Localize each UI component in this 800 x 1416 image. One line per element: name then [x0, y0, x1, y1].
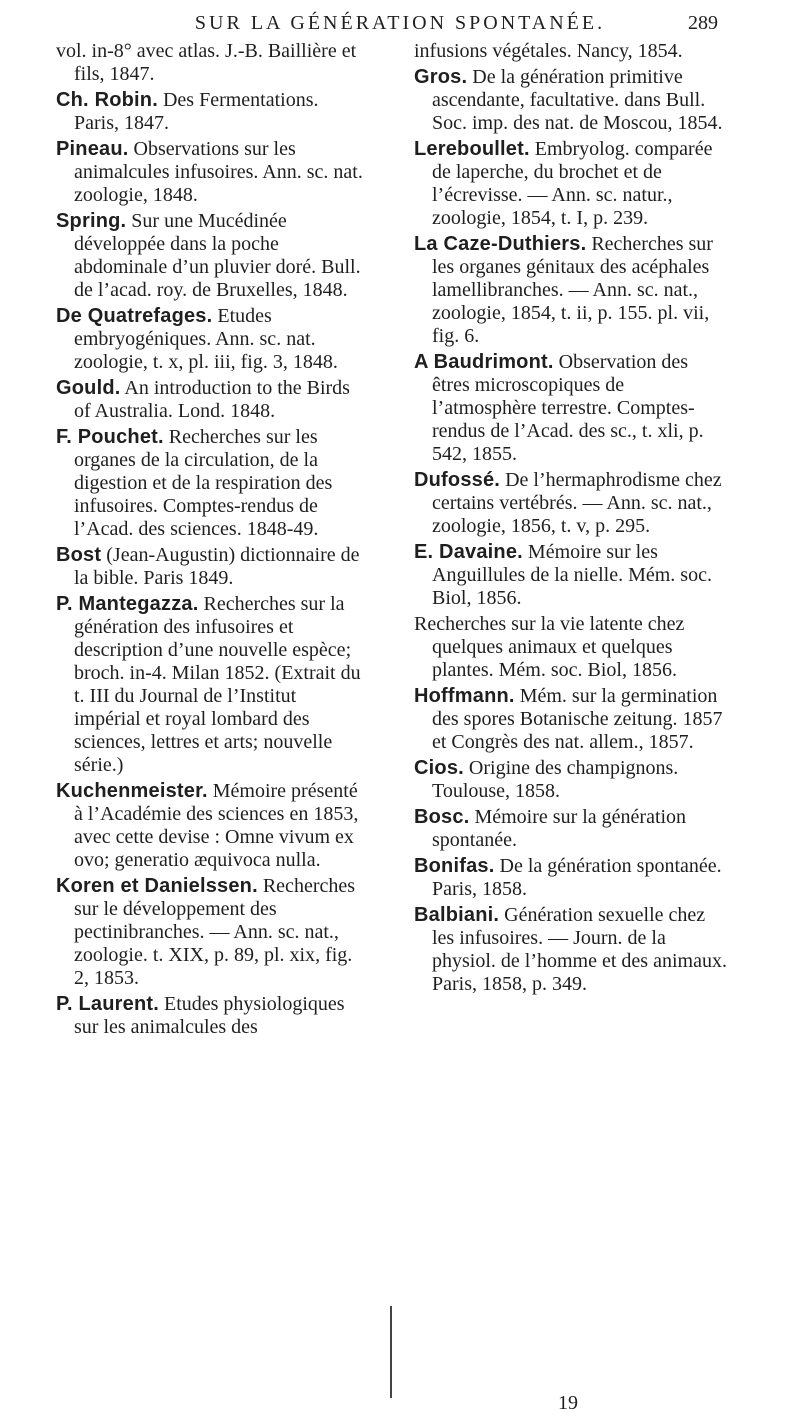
entry-text: Observations sur les animalcules infusoires. Ann. sc. nat. zoologie, 1848.	[74, 138, 363, 206]
bibliography-entry	[414, 685, 730, 754]
entry-author: F. Pouchet.	[56, 426, 164, 448]
bibliography-entry	[56, 593, 366, 777]
entry-text: Mém. sur la germination des spores Botanische zeitung. 1857 et Congrès des nat. allem., 1857.	[432, 685, 723, 753]
bibliography-entry	[414, 138, 730, 230]
entry-text: infusions végétales. Nancy, 1854.	[414, 40, 683, 62]
bibliography-entry	[56, 993, 366, 1039]
bibliography-entry	[414, 613, 730, 682]
entry-author: Pineau.	[56, 138, 129, 160]
entry-text: Embryolog. comparée de laperche, du brochet et de l’écrevisse. — Ann. sc. natur., zoologie, 1854, t. I, p. 239.	[432, 138, 713, 229]
bibliography-entry	[414, 904, 730, 996]
entry-author: E. Davaine.	[414, 541, 523, 563]
left-column	[56, 40, 366, 1042]
entry-author: Bost	[56, 544, 102, 566]
margin-rule	[390, 1306, 392, 1398]
bibliography-entry	[414, 469, 730, 538]
bibliography-entry	[414, 806, 730, 852]
bibliography-entry	[414, 351, 730, 466]
signature-mark: 19	[558, 1392, 578, 1414]
entry-author: Hoffmann.	[414, 685, 515, 707]
entry-author: De Quatrefages.	[56, 305, 213, 327]
entry-author: Gros.	[414, 66, 468, 88]
bibliography-entry	[56, 89, 366, 135]
entry-text: De la génération primitive ascendante, facultative. dans Bull. Soc. imp. des nat. de Moscou, 1854.	[432, 66, 723, 134]
entry-text: (Jean-Augustin) dictionnaire de la bible. Paris 1849.	[74, 544, 360, 589]
entry-text: Recherches sur les organes de la circulation, de la digestion et de la respiration des infusoires. Comptes-rendus de l’Acad. des sciences. 1848-49.	[74, 426, 333, 540]
entry-text: De l’hermaphrodisme chez certains vertébrés. — Ann. sc. nat., zoologie, 1856, t. v, p. 295.	[432, 469, 722, 537]
entry-text: Recherches sur les organes génitaux des acéphales lamellibranches. — Ann. sc. nat., zoologie, 1854, t. ii, p. 155. pl. vii, fig. 6.	[432, 233, 713, 347]
entry-text: Observation des êtres microscopiques de l’atmosphère terrestre. Comptes-rendus de l’Acad. des sc., t. xli, p. 542, 1855.	[432, 351, 704, 465]
bibliography-entry	[56, 138, 366, 207]
bibliography-entry	[414, 40, 730, 63]
entry-text: Sur une Mucédinée développée dans la poche abdominale d’un pluvier doré. Bull. de l’acad. roy. de Bruxelles, 1848.	[74, 210, 361, 301]
entry-text: Mémoire présenté à l’Académie des sciences en 1853, avec cette devise : Omne vivum ex ovo; generatio æquivoca nulla.	[74, 780, 359, 871]
entry-author: Bosc.	[414, 806, 470, 828]
bibliography-entry	[56, 40, 366, 86]
entry-text: De la génération spontanée. Paris, 1858.	[432, 855, 722, 900]
entry-author: Lereboullet.	[414, 138, 530, 160]
entry-text: Origine des champignons. Toulouse, 1858.	[432, 757, 679, 802]
entry-author: Cios.	[414, 757, 464, 779]
entry-author: A Baudrimont.	[414, 351, 554, 373]
entry-author: Balbiani.	[414, 904, 500, 926]
entry-author: Koren et Danielssen.	[56, 875, 258, 897]
running-title: SUR LA GÉNÉRATION SPONTANÉE.	[194, 12, 606, 34]
bibliography-entry	[56, 377, 366, 423]
entry-text: Génération sexuelle chez les infusoires. — Journ. de la physiol. de l’homme et des animaux. Paris, 1858, p. 349.	[432, 904, 727, 995]
bibliography-entry	[414, 757, 730, 803]
entry-author: Bonifas.	[414, 855, 495, 877]
entry-text: Recherches sur le développement des pectinibranches. — Ann. sc. nat., zoologie. t. XIX, p. 89, pl. xix, fig. 2, 1853.	[74, 875, 356, 989]
entry-author: P. Mantegazza.	[56, 593, 199, 615]
entry-text: Mémoire sur la génération spontanée.	[432, 806, 687, 851]
entry-author: P. Laurent.	[56, 993, 159, 1015]
entry-text: Recherches sur la vie latente chez quelques animaux et quelques plantes. Mém. soc. Biol, 1856.	[414, 613, 685, 681]
entry-text: Des Fermentations. Paris, 1847.	[74, 89, 319, 134]
entry-author: La Caze-Duthiers.	[414, 233, 587, 255]
bibliography-entry	[414, 541, 730, 610]
right-column	[414, 40, 730, 999]
entry-text: vol. in-8° avec atlas. J.-B. Baillière et fils, 1847.	[56, 40, 357, 85]
entry-text: An introduction to the Birds of Australia. Lond. 1848.	[74, 377, 350, 422]
bibliography-entry	[56, 210, 366, 302]
entry-author: Kuchenmeister.	[56, 780, 208, 802]
entry-text: Mémoire sur les Anguillules de la nielle. Mém. soc. Biol, 1856.	[432, 541, 712, 609]
entry-author: Gould.	[56, 377, 121, 399]
entry-text: Etudes physiologiques sur les animalcules des	[74, 993, 345, 1038]
bibliography-entry	[414, 855, 730, 901]
entry-author: Spring.	[56, 210, 127, 232]
bibliography-entry	[56, 544, 366, 590]
running-head	[0, 6, 800, 36]
entry-text: Etudes embryogéniques. Ann. sc. nat. zoologie, t. x, pl. iii, fig. 3, 1848.	[74, 305, 338, 373]
page-number: 289	[688, 12, 718, 34]
entry-author: Ch. Robin.	[56, 89, 158, 111]
entry-author: Dufossé.	[414, 469, 501, 491]
bibliography-entry	[56, 426, 366, 541]
bibliography-entry	[56, 875, 366, 990]
bibliography-entry	[56, 780, 366, 872]
bibliography-entry	[414, 233, 730, 348]
bibliography-entry	[414, 66, 730, 135]
entry-text: Recherches sur la génération des infusoires et description d’une nouvelle espèce; broch. in-4. Milan 1852. (Extrait du t. III du Journal de l’Institut impérial et royal lombard des sciences, lettres et arts; nouvelle série.)	[74, 593, 361, 776]
bibliography-entry	[56, 305, 366, 374]
